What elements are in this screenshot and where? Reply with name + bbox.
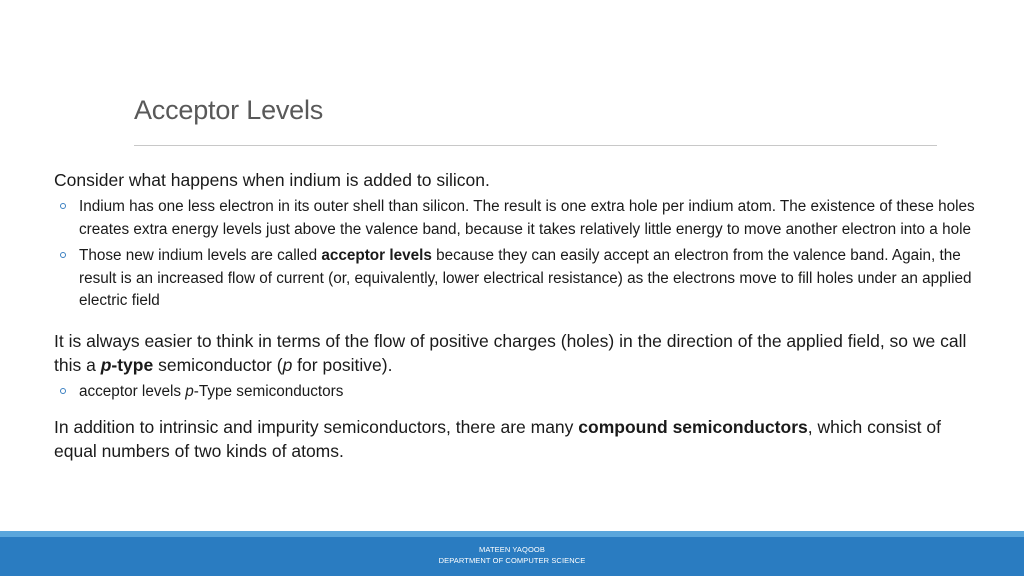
slide-title: Acceptor Levels [134, 95, 324, 125]
bullet-text: Indium has one less electron in its outer shell than silicon. The result is one extra hole per indium atom. The existence of these holes creates extra energy levels just above the valence band, because it takes relatively little energy to move another electron into a hole [79, 198, 975, 238]
slide-body [54, 168, 984, 463]
p-type-bold: -type [111, 354, 154, 375]
bullet-acceptor-p-type [54, 381, 984, 404]
footer-department: DEPARTMENT OF COMPUTER SCIENCE [438, 556, 586, 565]
bullet-acceptor-levels [54, 245, 984, 313]
footer-author: MATEEN YAQOOB [479, 545, 545, 554]
bullet-text-pre: Those new indium levels are called [79, 247, 322, 264]
paragraph-indium-intro: Consider what happens when indium is added to silicon. [54, 170, 490, 190]
paragraph-compound [54, 415, 984, 463]
bullet-circle-icon [60, 252, 66, 258]
compound-text-bold: compound semiconductors [578, 417, 808, 437]
bullet-text-bold: acceptor levels [321, 247, 432, 264]
p-type-text-mid: semiconductor ( [153, 354, 283, 375]
bullet-text-post: because they can easily accept an electron from the valence band. Again, the result is an increased flow of current (or, equivalently, lower electrical resistance) as the electrons move to fill holes under an applied electric field [79, 247, 972, 309]
p-type-italic-p: p [100, 354, 112, 375]
bullet-indium-hole [54, 196, 984, 241]
compound-text-post: , which consist of equal numbers of two kinds of atoms. [54, 417, 941, 461]
title-divider [134, 145, 937, 146]
bullet-circle-icon [60, 203, 66, 209]
bullet-text-italic: p [185, 382, 194, 400]
slide-footer [0, 537, 1024, 576]
indium-bullet-list [54, 196, 984, 313]
p-type-italic: p [282, 354, 293, 375]
bullet-text-pre: acceptor levels [79, 382, 186, 400]
p-type-text-pre: It is always easier to think in terms of the flow of positive charges (holes) in the direction of the applied field, so we call this a [54, 330, 967, 375]
p-type-bullet-list [54, 381, 984, 404]
p-type-text-post: for positive). [292, 354, 393, 375]
compound-text-pre: In addition to intrinsic and impurity semiconductors, there are many [54, 417, 579, 437]
bullet-text-post: -Type semiconductors [193, 382, 344, 400]
paragraph-p-type [54, 329, 984, 377]
bullet-circle-icon [60, 388, 66, 394]
